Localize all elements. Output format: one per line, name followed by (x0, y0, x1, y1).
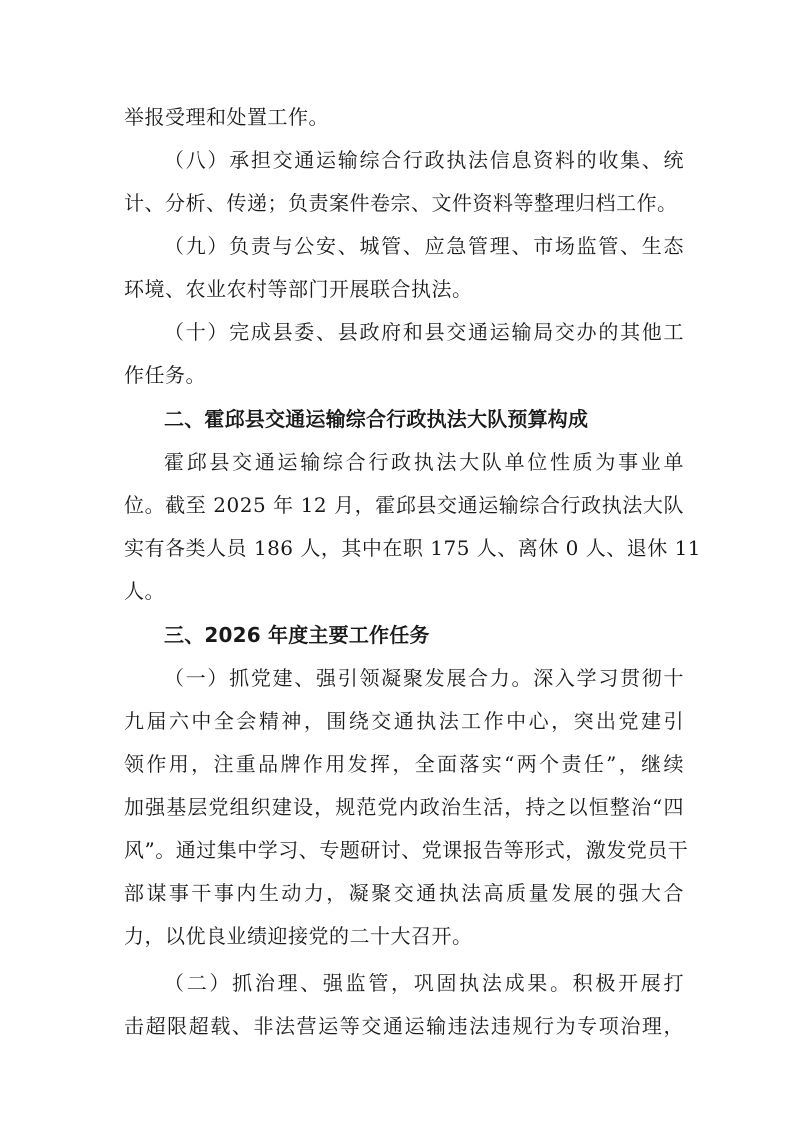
section-2-line-4: 人。 (124, 579, 165, 603)
section-2-line-3: 实有各类人员 186 人，其中在职 175 人、离休 0 人、退休 11 (124, 536, 702, 560)
item-8-line-1: （八）承担交通运输综合行政执法信息资料的收集、统 (164, 148, 684, 172)
section-3-para-2-line-2: 击超限超载、非法营运等交通运输违法违规行为专项治理， (124, 1014, 684, 1038)
section-3-para-1-line-4: 加强基层党组织建设，规范党内政治生活，持之以恒整治“四 (124, 795, 684, 819)
section-3-para-1-line-1: （一）抓党建、强引领凝聚发展合力。深入学习贯彻十 (164, 666, 684, 690)
item-10-line-1: （十）完成县委、县政府和县交通运输局交办的其他工 (164, 320, 684, 344)
item-8-line-2: 计、分析、传递；负责案件卷宗、文件资料等整理归档工作。 (124, 191, 678, 215)
section-3-para-1-line-2: 九届六中全会精神，围绕交通执法工作中心，突出党建引 (124, 709, 684, 733)
section-3-para-1-line-7: 力，以优良业绩迎接党的二十大召开。 (124, 924, 473, 948)
section-2-line-1: 霍邱县交通运输综合行政执法大队单位性质为事业单 (164, 450, 684, 474)
section-3-para-1-line-6: 部谋事干事内生动力，凝聚交通执法高质量发展的强大合 (124, 881, 684, 905)
section-2-heading: 二、霍邱县交通运输综合行政执法大队预算构成 (164, 407, 589, 431)
item-10-line-2: 作任务。 (124, 363, 206, 387)
section-3-para-1-line-3: 领作用，注重品牌作用发挥，全面落实“两个责任”，继续 (124, 752, 684, 776)
paragraph-continuation-line: 举报受理和处置工作。 (124, 105, 329, 129)
section-2-line-2: 位。截至 2025 年 12 月，霍邱县交通运输综合行政执法大队 (124, 493, 684, 517)
item-9-line-2: 环境、农业农村等部门开展联合执法。 (124, 277, 473, 301)
section-3-para-1-line-5: 风”。通过集中学习、专题研讨、党课报告等形式，激发党员干 (124, 838, 689, 862)
section-3-heading: 三、2026 年度主要工作任务 (164, 623, 430, 647)
section-3-para-2-line-1: （二）抓治理、强监管，巩固执法成果。积极开展打 (164, 971, 684, 995)
item-9-line-1: （九）负责与公安、城管、应急管理、市场监管、生态 (164, 234, 684, 258)
